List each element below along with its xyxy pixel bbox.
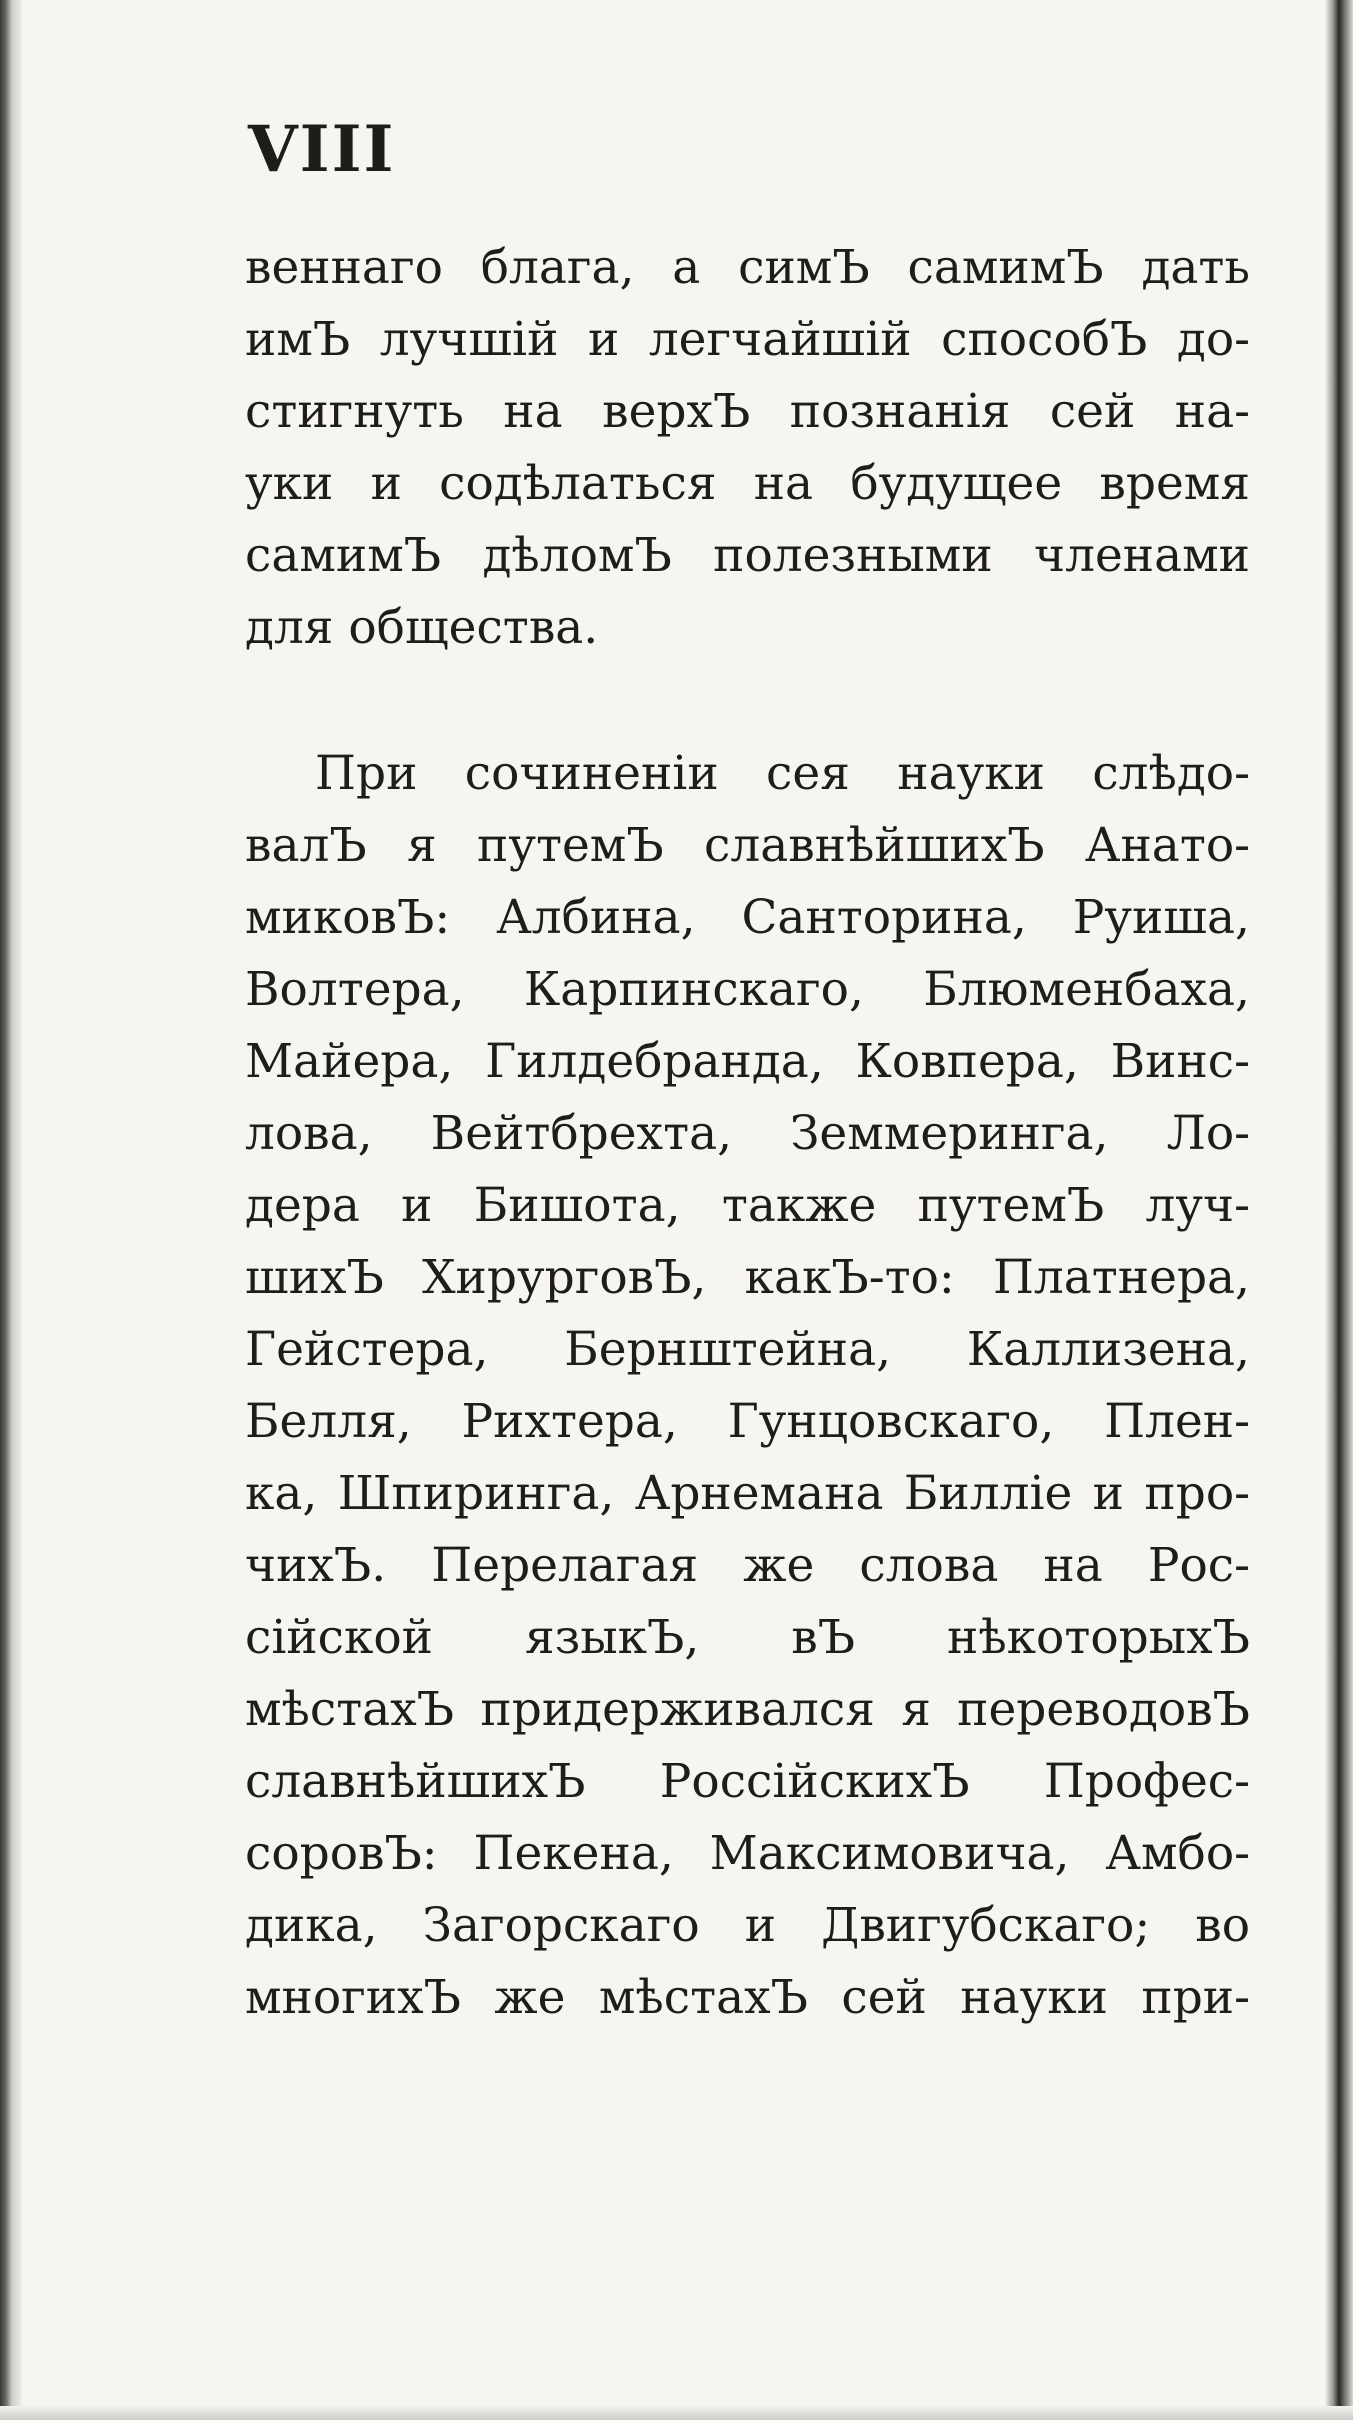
text-line: шихЪ ХирурговЪ, какЪ-то: Платнера,: [245, 1250, 1250, 1305]
paragraph-2: [245, 738, 1250, 2034]
text-line: самимЪ дѣломЪ полезными членами: [245, 528, 1250, 583]
text-line: При сочиненіи сея науки слѣдо-: [315, 746, 1250, 801]
text-line: дера и Бишота, также путемЪ луч-: [245, 1178, 1250, 1233]
text-line: соровЪ: Пекена, Максимовича, Амбо-: [245, 1826, 1250, 1881]
text-line: для общества.: [245, 600, 599, 655]
text-line: Гейстера, Бернштейна, Каллизена,: [245, 1322, 1250, 1377]
text-line: лова, Вейтбрехта, Земмеринга, Ло-: [245, 1106, 1250, 1161]
page-bottom-edge: [0, 2406, 1353, 2420]
text-line: чихЪ. Перелагая же слова на Рос-: [245, 1538, 1250, 1593]
text-line: Волтера, Карпинскаго, Блюменбаха,: [245, 962, 1250, 1017]
text-line: ка, Шпиринга, Арнемана Билліе и про-: [245, 1466, 1250, 1521]
page-right-edge: [1325, 0, 1353, 2420]
text-line: сійской языкЪ, вЪ нѣкоторыхЪ: [245, 1610, 1250, 1665]
text-line: дика, Загорскаго и Двигубскаго; во: [245, 1898, 1250, 1953]
text-line: имЪ лучшій и легчайшій способЪ до-: [245, 312, 1250, 367]
text-line: валЪ я путемЪ славнѣйшихЪ Анато-: [245, 818, 1250, 873]
text-line: стигнуть на верхЪ познанія сей на-: [245, 384, 1250, 439]
text-line: веннаго блага, а симЪ самимЪ дать: [245, 240, 1250, 295]
text-line: многихЪ же мѣстахЪ сей науки при-: [245, 1970, 1250, 2025]
text-line: Майера, Гилдебранда, Ковпера, Винс-: [245, 1034, 1250, 1089]
text-line: уки и содѣлаться на будущее время: [245, 456, 1250, 511]
page-left-edge: [0, 0, 22, 2420]
paragraph-1: [245, 232, 1250, 664]
text-line: славнѣйшихЪ РоссійскихЪ Профес-: [245, 1754, 1250, 1809]
page-number: VIII: [248, 112, 396, 187]
text-line: миковЪ: Албина, Санторина, Руиша,: [245, 890, 1250, 945]
text-line: мѣстахЪ придерживался я переводовЪ: [245, 1682, 1250, 1737]
text-line: Белля, Рихтера, Гунцовскаго, Плен-: [245, 1394, 1250, 1449]
